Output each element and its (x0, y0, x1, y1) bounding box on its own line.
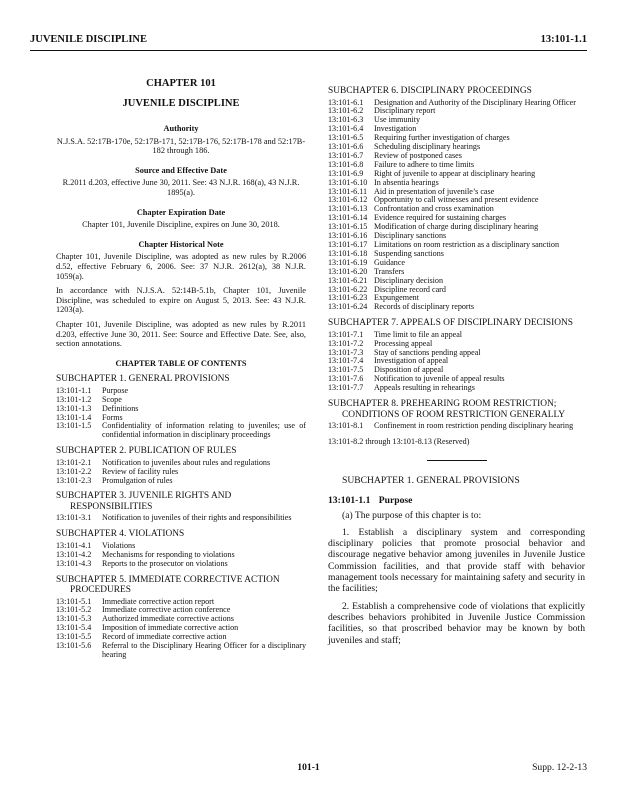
toc-table (56, 387, 306, 440)
toc-section-number: 13:101-6.18 (328, 248, 368, 258)
toc-section-title: Reports to the prosecutor on violations (102, 558, 228, 568)
toc-row (328, 422, 585, 431)
toc-row (328, 384, 585, 393)
toc-row (328, 116, 585, 125)
toc-section-number: 13:101-2.3 (56, 475, 92, 485)
section-divider (427, 460, 487, 461)
running-header (30, 34, 587, 48)
toc-section-title: Appeals resulting in rehearings (374, 383, 475, 393)
toc-right-list (328, 86, 585, 431)
toc-section-number: 13:101-6.21 (328, 275, 368, 285)
toc-section-title: Immediate corrective action conference (102, 605, 231, 615)
toc-section-number: 13:101-1.3 (56, 403, 92, 413)
toc-subchapter-title: SUBCHAPTER 1. GENERAL PROVISIONS (56, 374, 230, 385)
body-paragraph: (a) The purpose of this chapter is to: (342, 509, 482, 521)
toc-section-title: Disciplinary sanctions (374, 231, 447, 241)
toc-section-title: Time limit to file an appeal (374, 329, 463, 339)
authority-heading: Authority (163, 124, 199, 133)
toc-table (328, 422, 585, 431)
toc-section-title: Designation and Authority of the Disciplinary Hearing Officer (374, 97, 576, 107)
toc-section-number: 13:101-6.20 (328, 266, 368, 276)
toc-section-number: 13:101-7.6 (328, 374, 364, 384)
toc-section-title: Mechanisms for responding to violations (102, 549, 235, 559)
toc-heading: CHAPTER TABLE OF CONTENTS (115, 358, 247, 368)
toc-section-number: 13:101-7.1 (328, 329, 364, 339)
toc-section-number: 13:101-5.3 (56, 614, 92, 624)
toc-section-number: 13:101-3.1 (56, 513, 92, 523)
source-text: R.2011 d.203, effective June 30, 2011. See: 43 N.J.R. 168(a), 43 N.J.R. 1895(a). (62, 178, 300, 197)
toc-table (56, 542, 306, 569)
toc-subchapter-title: SUBCHAPTER 4. VIOLATIONS (56, 529, 185, 540)
toc-section-number: 13:101-6.9 (328, 168, 364, 178)
toc-section-title: Record of immediate corrective action (102, 632, 227, 642)
toc-row (56, 405, 306, 414)
toc-row (56, 459, 306, 468)
section-heading (328, 496, 585, 506)
toc-section-title: Confidentiality of information relating to juveniles; use of confidential information in disciplinary proceedings (102, 421, 306, 440)
toc-row (56, 468, 306, 477)
toc-section-number: 13:101-7.2 (328, 338, 364, 348)
toc-section-number: 13:101-1.1 (56, 385, 92, 395)
toc-row (328, 99, 585, 108)
toc-section-title: Aid in presentation of juvenile’s case (374, 186, 495, 196)
toc-row (56, 514, 306, 523)
toc-row (328, 357, 585, 366)
toc-row (56, 396, 306, 405)
toc-section-number: 13:101-6.2 (328, 106, 364, 116)
toc-section-title: Disciplinary decision (374, 275, 444, 285)
toc-section-number: 13:101-4.3 (56, 558, 92, 568)
toc-section-number: 13:101-6.7 (328, 150, 364, 160)
toc-section-title: Review of facility rules (102, 466, 179, 476)
page-number: 101-1 (297, 762, 320, 773)
toc-left-list (56, 374, 306, 660)
toc-section-number: 13:101-5.1 (56, 596, 92, 606)
toc-section-number: 13:101-6.14 (328, 213, 368, 223)
toc-section-number: 13:101-6.1 (328, 97, 364, 107)
toc-row (328, 349, 585, 358)
toc-section-title: Referral to the Disciplinary Hearing Officer for a disciplinary hearing (102, 641, 306, 659)
toc-section-title: Opportunity to call witnesses and present evidence (374, 195, 539, 205)
toc-section-title: Transfers (374, 266, 405, 276)
toc-section-number: 13:101-5.5 (56, 632, 92, 642)
toc-section-title: Investigation (374, 124, 417, 134)
toc-table (56, 514, 306, 523)
toc-section-title: Use immunity (374, 115, 421, 125)
toc-section-number: 13:101-5.6 (56, 641, 92, 651)
toc-section-number: 13:101-1.5 (56, 421, 92, 431)
toc-subchapter-title: SUBCHAPTER 7. APPEALS OF DISCIPLINARY DECISIONS (328, 318, 574, 329)
toc-section-number: 13:101-6.15 (328, 222, 368, 232)
toc-subchapter-title: SUBCHAPTER 3. JUVENILE RIGHTS AND RESPONSIBILITIES (56, 491, 232, 512)
toc-table (328, 99, 585, 313)
history-paragraph: In accordance with N.J.S.A. 52:14B-5.1b, Chapter 101, Juvenile Discipline, was scheduled to expire on August 5, 2013. See: 43 N.J.R. 1203(a). (56, 286, 306, 315)
toc-section-title: Notification to juveniles of their rights and responsibilities (102, 513, 292, 523)
expiration-heading: Chapter Expiration Date (136, 207, 226, 217)
toc-section-number: 13:101-7.7 (328, 383, 364, 393)
toc-section-number: 13:101-6.19 (328, 257, 368, 267)
toc-section-number: 13:101-6.17 (328, 240, 368, 249)
toc-section-title: Confrontation and cross examination (374, 204, 494, 214)
toc-section-title: Discipline record card (374, 284, 446, 294)
toc-subchapter-title: SUBCHAPTER 6. DISCIPLINARY PROCEEDINGS (328, 86, 532, 96)
toc-section-title: Expungement (374, 293, 419, 303)
toc-section-title: Suspending sanctions (374, 248, 444, 258)
toc-section-title: Confinement in room restriction pending disciplinary hearing (374, 421, 574, 431)
toc-section-number: 13:101-2.2 (56, 466, 92, 476)
toc-section-number: 13:101-6.23 (328, 293, 368, 303)
toc-row (328, 303, 585, 312)
left-column (56, 78, 306, 666)
toc-section-title: Requiring further investigation of charges (374, 133, 510, 143)
toc-section-title: Right of juvenile to appear at disciplinary hearing (374, 168, 536, 178)
toc-section-number: 13:101-8.1 (328, 421, 364, 431)
toc-section-number: 13:101-6.12 (328, 195, 368, 205)
toc-row (56, 387, 306, 396)
section-number: 13:101-1.1 (328, 495, 371, 506)
toc-section-title: Modification of charge during disciplinary hearing (374, 222, 539, 232)
header-section-number: 13:101-1.1 (540, 34, 587, 45)
toc-row (56, 642, 306, 660)
toc-section-title: Promulgation of rules (102, 475, 173, 485)
toc-row (56, 477, 306, 486)
toc-section-title: Guidance (374, 257, 406, 267)
toc-section-number: 13:101-6.5 (328, 133, 364, 143)
toc-section-title: Records of disciplinary reports (374, 302, 475, 312)
section-body (328, 510, 585, 646)
toc-section-title: In absentia hearings (374, 177, 439, 187)
body-paragraph: 2. Establish a comprehensive code of violations that explicitly describes behaviors prohibited in Juvenile Justice Commission facilities, so that proscribed behavior may be known by both juveniles and staff; (328, 600, 585, 646)
section-title: Purpose (378, 495, 413, 506)
toc-section-title: Forms (102, 412, 123, 422)
expiration-text: Chapter 101, Juvenile Discipline, expires on June 30, 2018. (82, 220, 280, 230)
history-paragraph: Chapter 101, Juvenile Discipline, was adopted as new rules by R.2011 d.203, effective June 30, 2011. See: Source and Effective Date. See, also, section annotations. (56, 319, 306, 349)
toc-section-title: Disposition of appeal (374, 365, 444, 375)
toc-section-title: Notification to juveniles about rules and regulations (102, 457, 271, 467)
toc-section-number: 13:101-1.2 (56, 394, 92, 404)
right-column (328, 80, 585, 652)
reserved-line: 13:101-8.2 through 13:101-8.13 (Reserved) (328, 437, 470, 446)
toc-section-number: 13:101-1.4 (56, 412, 92, 422)
toc-section-title: Investigation of appeal (374, 356, 449, 366)
body-subchapter-heading: SUBCHAPTER 1. GENERAL PROVISIONS (342, 475, 520, 486)
header-rule (30, 50, 587, 51)
toc-row (328, 331, 585, 340)
toc-subchapter-title: SUBCHAPTER 8. PREHEARING ROOM RESTRICTION; CONDITIONS OF ROOM RESTRICTION GENERALLY (328, 399, 566, 420)
supplement-date: Supp. 12-2-13 (532, 762, 587, 773)
toc-section-number: 13:101-6.8 (328, 159, 364, 169)
toc-section-number: 13:101-6.10 (328, 177, 368, 187)
toc-section-number: 13:101-6.16 (328, 231, 368, 241)
toc-section-title: Stay of sanctions pending appeal (374, 347, 481, 357)
chapter-title: JUVENILE DISCIPLINE (122, 98, 240, 109)
header-title: JUVENILE DISCIPLINE (30, 34, 147, 45)
toc-section-number: 13:101-5.4 (56, 623, 92, 633)
toc-table (56, 598, 306, 660)
toc-section-number: 13:101-5.2 (56, 605, 92, 615)
toc-section-number: 13:101-6.13 (328, 204, 368, 214)
toc-section-number: 13:101-4.1 (56, 540, 92, 550)
toc-section-title: Authorized immediate corrective actions (102, 614, 234, 624)
toc-section-title: Processing appeal (374, 338, 433, 348)
toc-row (56, 560, 306, 569)
toc-section-title: Evidence required for sustaining charges (374, 213, 507, 223)
toc-subchapter-title: SUBCHAPTER 2. PUBLICATION OF RULES (56, 446, 237, 457)
toc-section-number: 13:101-6.11 (328, 186, 368, 196)
toc-section-title: Scheduling disciplinary hearings (374, 142, 481, 152)
chapter-number: CHAPTER 101 (146, 78, 216, 89)
toc-section-title: Scope (102, 394, 122, 404)
toc-section-number: 13:101-7.5 (328, 365, 364, 375)
toc-section-title: Failure to adhere to time limits (374, 159, 475, 169)
history-paragraph: Chapter 101, Juvenile Discipline, was adopted as new rules by R.2006 d.52, effective February 6, 2006. See: 37 N.J.R. 2612(a), 38 N.J.R. 1059(a). (56, 252, 306, 281)
toc-row (56, 422, 306, 440)
authority-text: N.J.S.A. 52:17B-170e, 52:17B-171, 52:17B-176, 52:17B-178 and 52:17B-182 through 186. (56, 136, 306, 156)
toc-section-title: Imposition of immediate corrective action (102, 623, 239, 633)
toc-section-number: 13:101-6.3 (328, 115, 364, 125)
source-heading: Source and Effective Date (135, 165, 227, 175)
toc-table (328, 331, 585, 393)
toc-section-title: Disciplinary report (374, 106, 436, 116)
toc-table (56, 459, 306, 486)
toc-section-title: Definitions (102, 403, 139, 413)
toc-section-title: Immediate corrective action report (102, 596, 215, 606)
toc-section-title: Review of postponed cases (374, 150, 462, 160)
toc-section-title: Notification to juvenile of appeal results (374, 374, 505, 384)
toc-row (328, 107, 585, 116)
toc-section-number: 13:101-2.1 (56, 457, 92, 467)
body-paragraph: 1. Establish a disciplinary system and corresponding disciplinary policies that promote prosocial behavior and discourage negative behavior among juveniles in Juvenile Justice Commission facilities, and that provide staff with behavior management tools necessary for maintaining safety and security in the facilities; (328, 526, 585, 595)
toc-section-number: 13:101-7.3 (328, 347, 364, 357)
toc-section-number: 13:101-6.24 (328, 302, 368, 312)
toc-section-title: Violations (102, 540, 136, 550)
toc-section-title: Limitations on room restriction as a disciplinary sanction (374, 240, 559, 249)
toc-section-number: 13:101-7.4 (328, 356, 364, 366)
toc-section-number: 13:101-4.2 (56, 549, 92, 559)
toc-section-title: Purpose (102, 385, 129, 395)
history-heading: Chapter Historical Note (138, 239, 224, 249)
toc-section-number: 13:101-6.6 (328, 142, 364, 152)
toc-section-number: 13:101-6.4 (328, 124, 364, 134)
toc-section-number: 13:101-6.22 (328, 284, 368, 294)
toc-subchapter-title: SUBCHAPTER 5. IMMEDIATE CORRECTIVE ACTION PROCEDURES (56, 574, 280, 596)
